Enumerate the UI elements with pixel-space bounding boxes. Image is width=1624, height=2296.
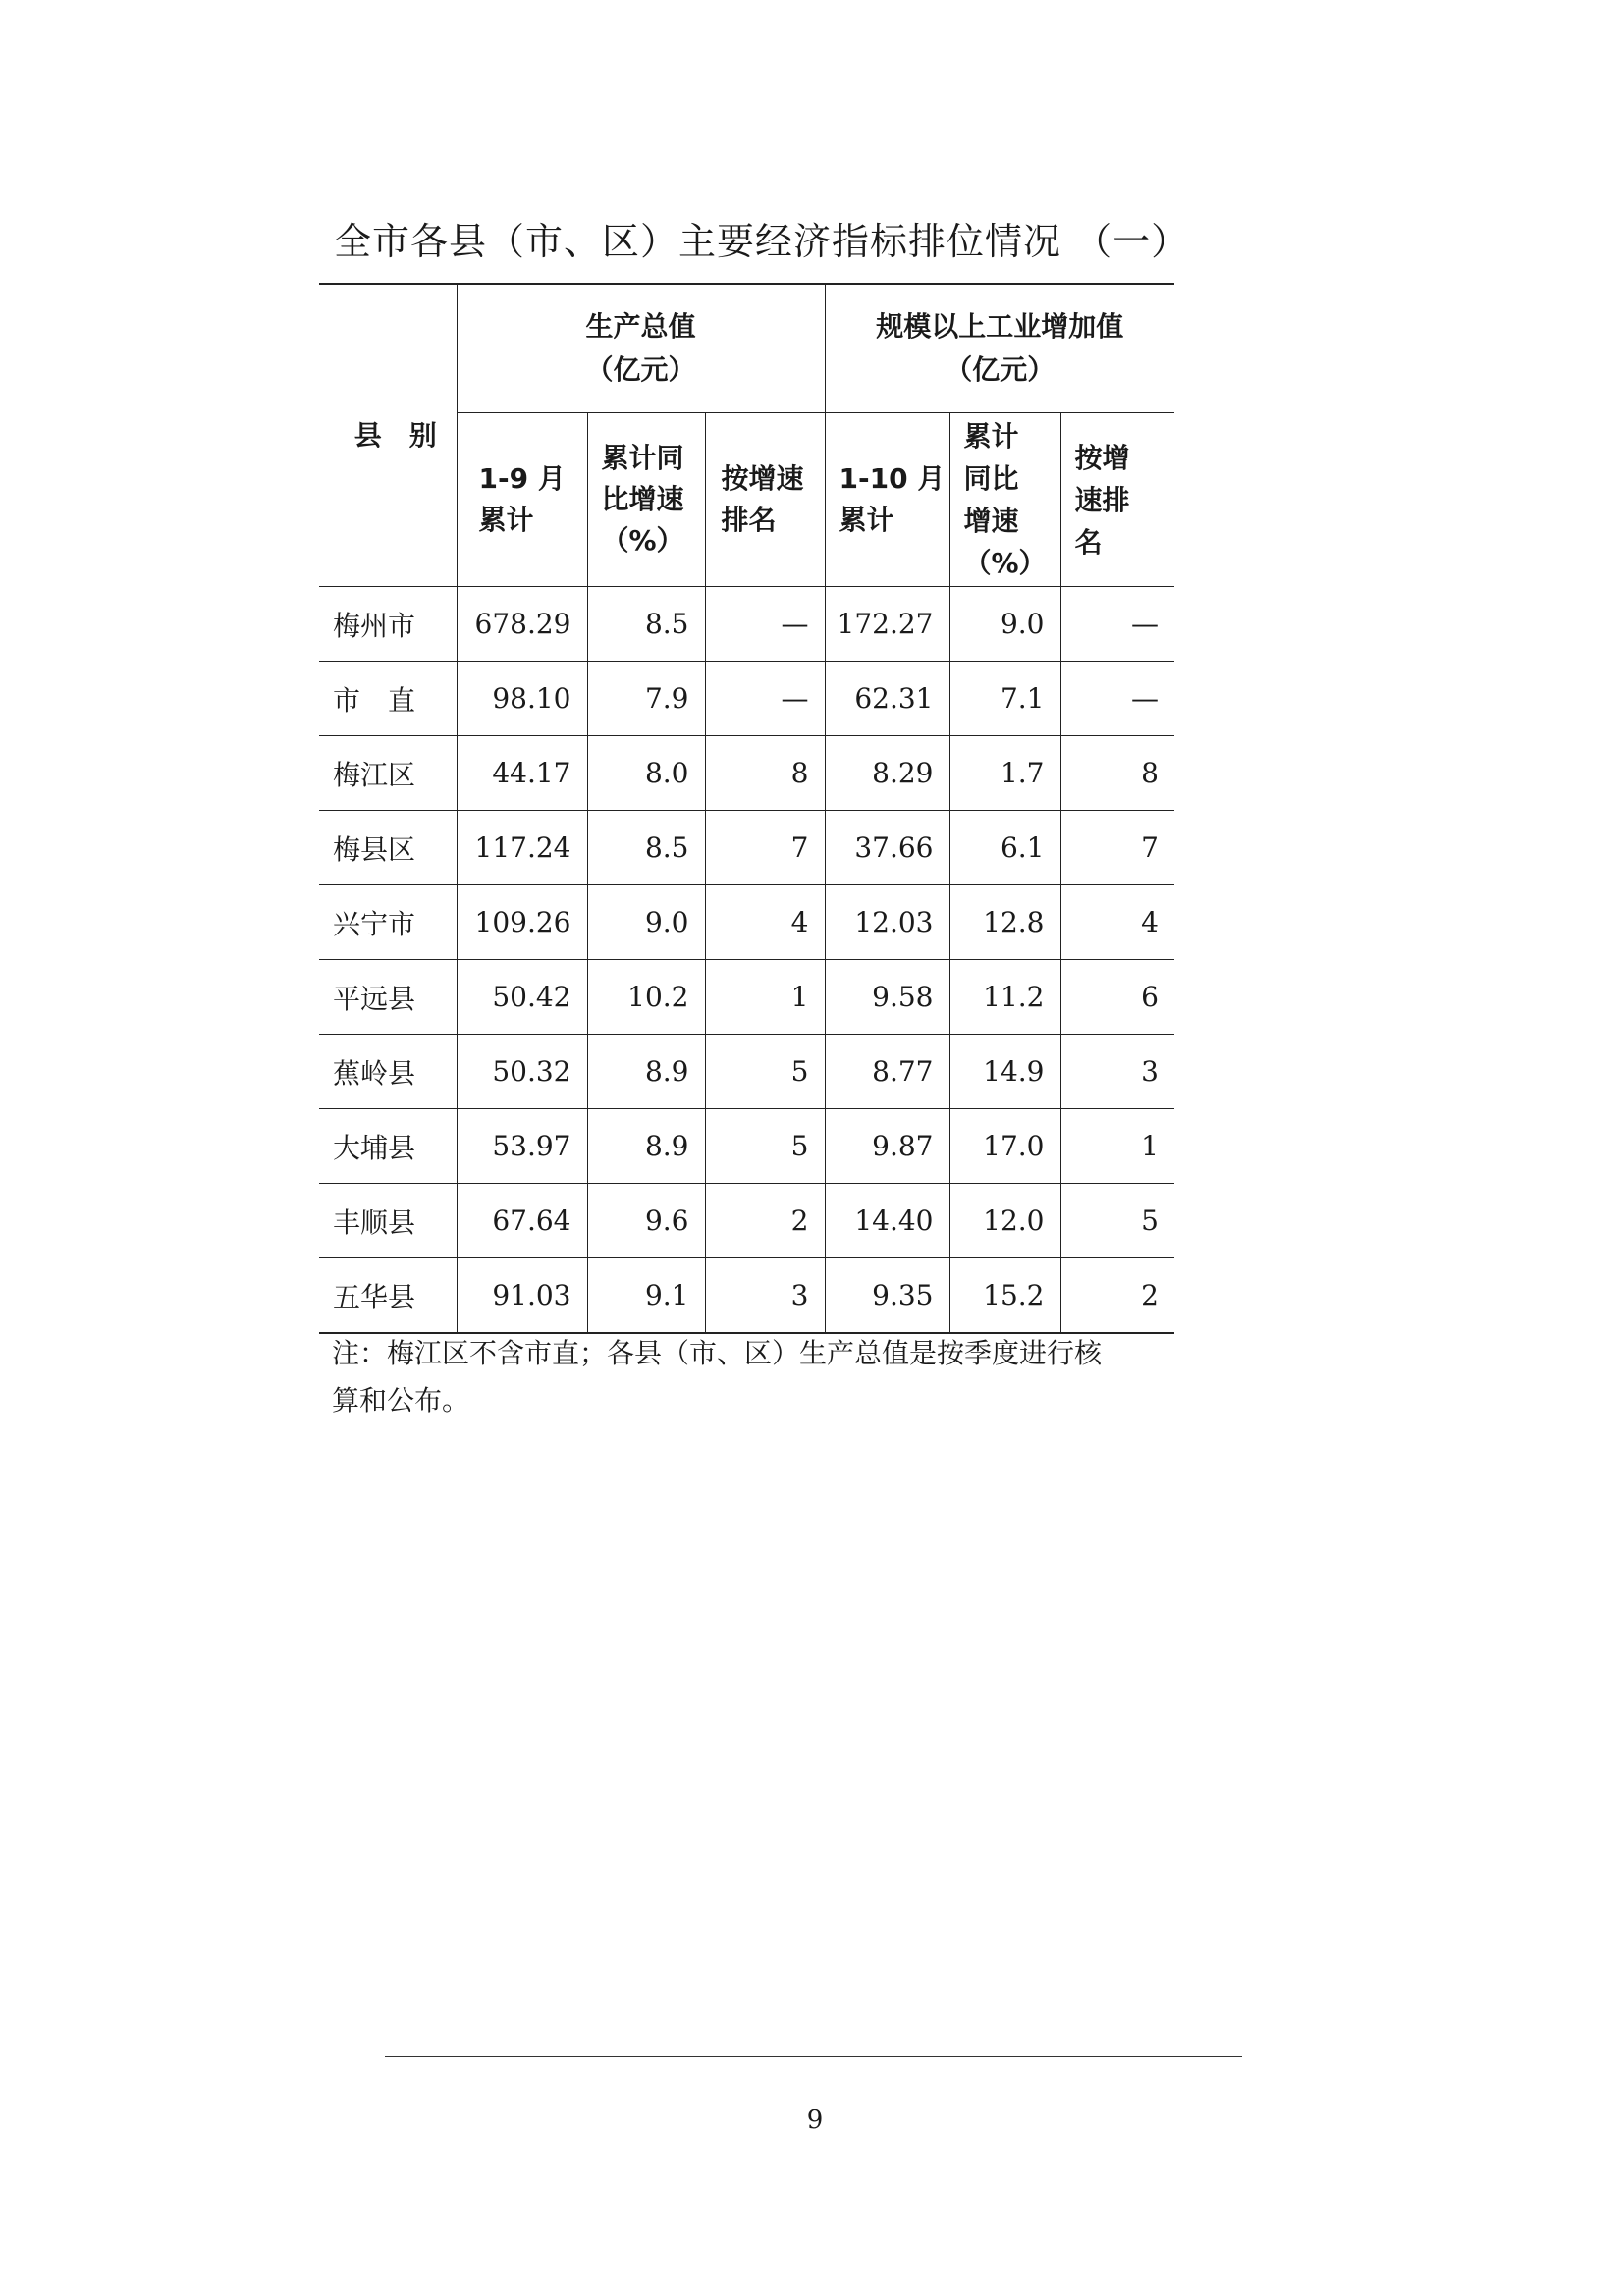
table-row <box>319 811 1174 885</box>
industrial-rank-cell: 3 <box>1060 1035 1174 1109</box>
table-row <box>319 587 1174 662</box>
industrial-cumulative-cell: 172.27 <box>825 587 949 662</box>
gdp-cumulative-header: 1-9 月 累计 <box>457 413 587 587</box>
industrial-rank-cell: 8 <box>1060 736 1174 811</box>
gdp-growth-header: 累计同 比增速 （%） <box>587 413 705 587</box>
table-row <box>319 960 1174 1035</box>
gdp-growth-cell: 9.6 <box>587 1184 705 1258</box>
industrial-growth-cell: 12.8 <box>949 885 1060 960</box>
table-body <box>319 587 1174 1334</box>
table-row <box>319 885 1174 960</box>
industrial-group-unit: （亿元） <box>945 353 1056 386</box>
gdp-cumulative-cell: 50.42 <box>457 960 587 1035</box>
footnote-line-2: 算和公布。 <box>332 1384 470 1416</box>
table-row <box>319 736 1174 811</box>
industrial-rank-cell: 2 <box>1060 1258 1174 1334</box>
county-column-header: 县 别 <box>319 284 457 587</box>
gdp-rank-header: 按增速 排名 <box>705 413 825 587</box>
industrial-growth-cell: 15.2 <box>949 1258 1060 1334</box>
industrial-growth-cell: 7.1 <box>949 662 1060 736</box>
industrial-cumulative-cell: 8.77 <box>825 1035 949 1109</box>
economic-indicator-table <box>319 283 1174 1334</box>
gdp-cumulative-cell: 109.26 <box>457 885 587 960</box>
county-name-cell: 蕉岭县 <box>319 1035 457 1109</box>
industrial-growth-cell: 14.9 <box>949 1035 1060 1109</box>
county-name-cell: 市 直 <box>319 662 457 736</box>
gdp-rank-cell: 5 <box>705 1109 825 1184</box>
gdp-rank-cell: 8 <box>705 736 825 811</box>
table-row <box>319 1258 1174 1334</box>
industrial-rank-cell: 7 <box>1060 811 1174 885</box>
gdp-cumulative-cell: 44.17 <box>457 736 587 811</box>
industrial-rank-cell: 1 <box>1060 1109 1174 1184</box>
gdp-growth-cell: 9.0 <box>587 885 705 960</box>
industrial-rank-cell: — <box>1060 587 1174 662</box>
gdp-group-title: 生产总值 <box>585 310 696 343</box>
footnote-line-1: 注：梅江区不含市直；各县（市、区）生产总值是按季度进行核 <box>332 1337 1103 1369</box>
gdp-rank-cell: 4 <box>705 885 825 960</box>
county-name-cell: 梅州市 <box>319 587 457 662</box>
county-name-cell: 平远县 <box>319 960 457 1035</box>
industrial-cumulative-cell: 9.35 <box>825 1258 949 1334</box>
gdp-cumulative-cell: 67.64 <box>457 1184 587 1258</box>
county-name-cell: 五华县 <box>319 1258 457 1334</box>
county-name-cell: 大埔县 <box>319 1109 457 1184</box>
table-row <box>319 1109 1174 1184</box>
table-row <box>319 1035 1174 1109</box>
industrial-growth-cell: 17.0 <box>949 1109 1060 1184</box>
industrial-group-header <box>825 284 1174 413</box>
county-name-cell: 丰顺县 <box>319 1184 457 1258</box>
industrial-growth-cell: 11.2 <box>949 960 1060 1035</box>
table-row <box>319 662 1174 736</box>
gdp-rank-cell: 5 <box>705 1035 825 1109</box>
gdp-cumulative-cell: 53.97 <box>457 1109 587 1184</box>
gdp-growth-cell: 8.9 <box>587 1109 705 1184</box>
industrial-cumulative-cell: 14.40 <box>825 1184 949 1258</box>
table-row <box>319 1184 1174 1258</box>
industrial-rank-header: 按增 速排 名 <box>1060 413 1174 587</box>
gdp-cumulative-cell: 50.32 <box>457 1035 587 1109</box>
gdp-rank-cell: — <box>705 662 825 736</box>
industrial-growth-cell: 6.1 <box>949 811 1060 885</box>
gdp-rank-cell: — <box>705 587 825 662</box>
industrial-growth-cell: 1.7 <box>949 736 1060 811</box>
gdp-growth-cell: 9.1 <box>587 1258 705 1334</box>
county-name-cell: 兴宁市 <box>319 885 457 960</box>
gdp-cumulative-cell: 91.03 <box>457 1258 587 1334</box>
industrial-cumulative-cell: 37.66 <box>825 811 949 885</box>
gdp-growth-cell: 8.9 <box>587 1035 705 1109</box>
county-name-cell: 梅县区 <box>319 811 457 885</box>
industrial-growth-cell: 9.0 <box>949 587 1060 662</box>
table-group-header-row <box>319 284 1174 413</box>
industrial-rank-cell: 4 <box>1060 885 1174 960</box>
industrial-group-title: 规模以上工业增加值 <box>876 310 1124 343</box>
industrial-cumulative-cell: 9.87 <box>825 1109 949 1184</box>
industrial-rank-cell: — <box>1060 662 1174 736</box>
industrial-growth-header: 累计 同比 增速 （%） <box>949 413 1060 587</box>
footer-divider <box>385 2056 1242 2057</box>
gdp-rank-cell: 7 <box>705 811 825 885</box>
gdp-cumulative-cell: 678.29 <box>457 587 587 662</box>
industrial-cumulative-cell: 8.29 <box>825 736 949 811</box>
industrial-cumulative-cell: 9.58 <box>825 960 949 1035</box>
industrial-rank-cell: 6 <box>1060 960 1174 1035</box>
gdp-cumulative-cell: 98.10 <box>457 662 587 736</box>
gdp-growth-cell: 10.2 <box>587 960 705 1035</box>
industrial-rank-cell: 5 <box>1060 1184 1174 1258</box>
gdp-group-header <box>457 284 825 413</box>
gdp-growth-cell: 7.9 <box>587 662 705 736</box>
industrial-cumulative-header: 1-10 月 累计 <box>825 413 949 587</box>
industrial-cumulative-cell: 12.03 <box>825 885 949 960</box>
gdp-rank-cell: 3 <box>705 1258 825 1334</box>
gdp-rank-cell: 2 <box>705 1184 825 1258</box>
industrial-cumulative-cell: 62.31 <box>825 662 949 736</box>
gdp-growth-cell: 8.0 <box>587 736 705 811</box>
gdp-growth-cell: 8.5 <box>587 587 705 662</box>
gdp-cumulative-cell: 117.24 <box>457 811 587 885</box>
county-name-cell: 梅江区 <box>319 736 457 811</box>
gdp-growth-cell: 8.5 <box>587 811 705 885</box>
table-footnote <box>332 1330 1176 1424</box>
page-title: 全市各县（市、区）主要经济指标排位情况 （一） <box>334 220 1190 263</box>
industrial-growth-cell: 12.0 <box>949 1184 1060 1258</box>
gdp-rank-cell: 1 <box>705 960 825 1035</box>
gdp-group-unit: （亿元） <box>585 353 696 386</box>
page-number: 9 <box>806 2106 824 2135</box>
